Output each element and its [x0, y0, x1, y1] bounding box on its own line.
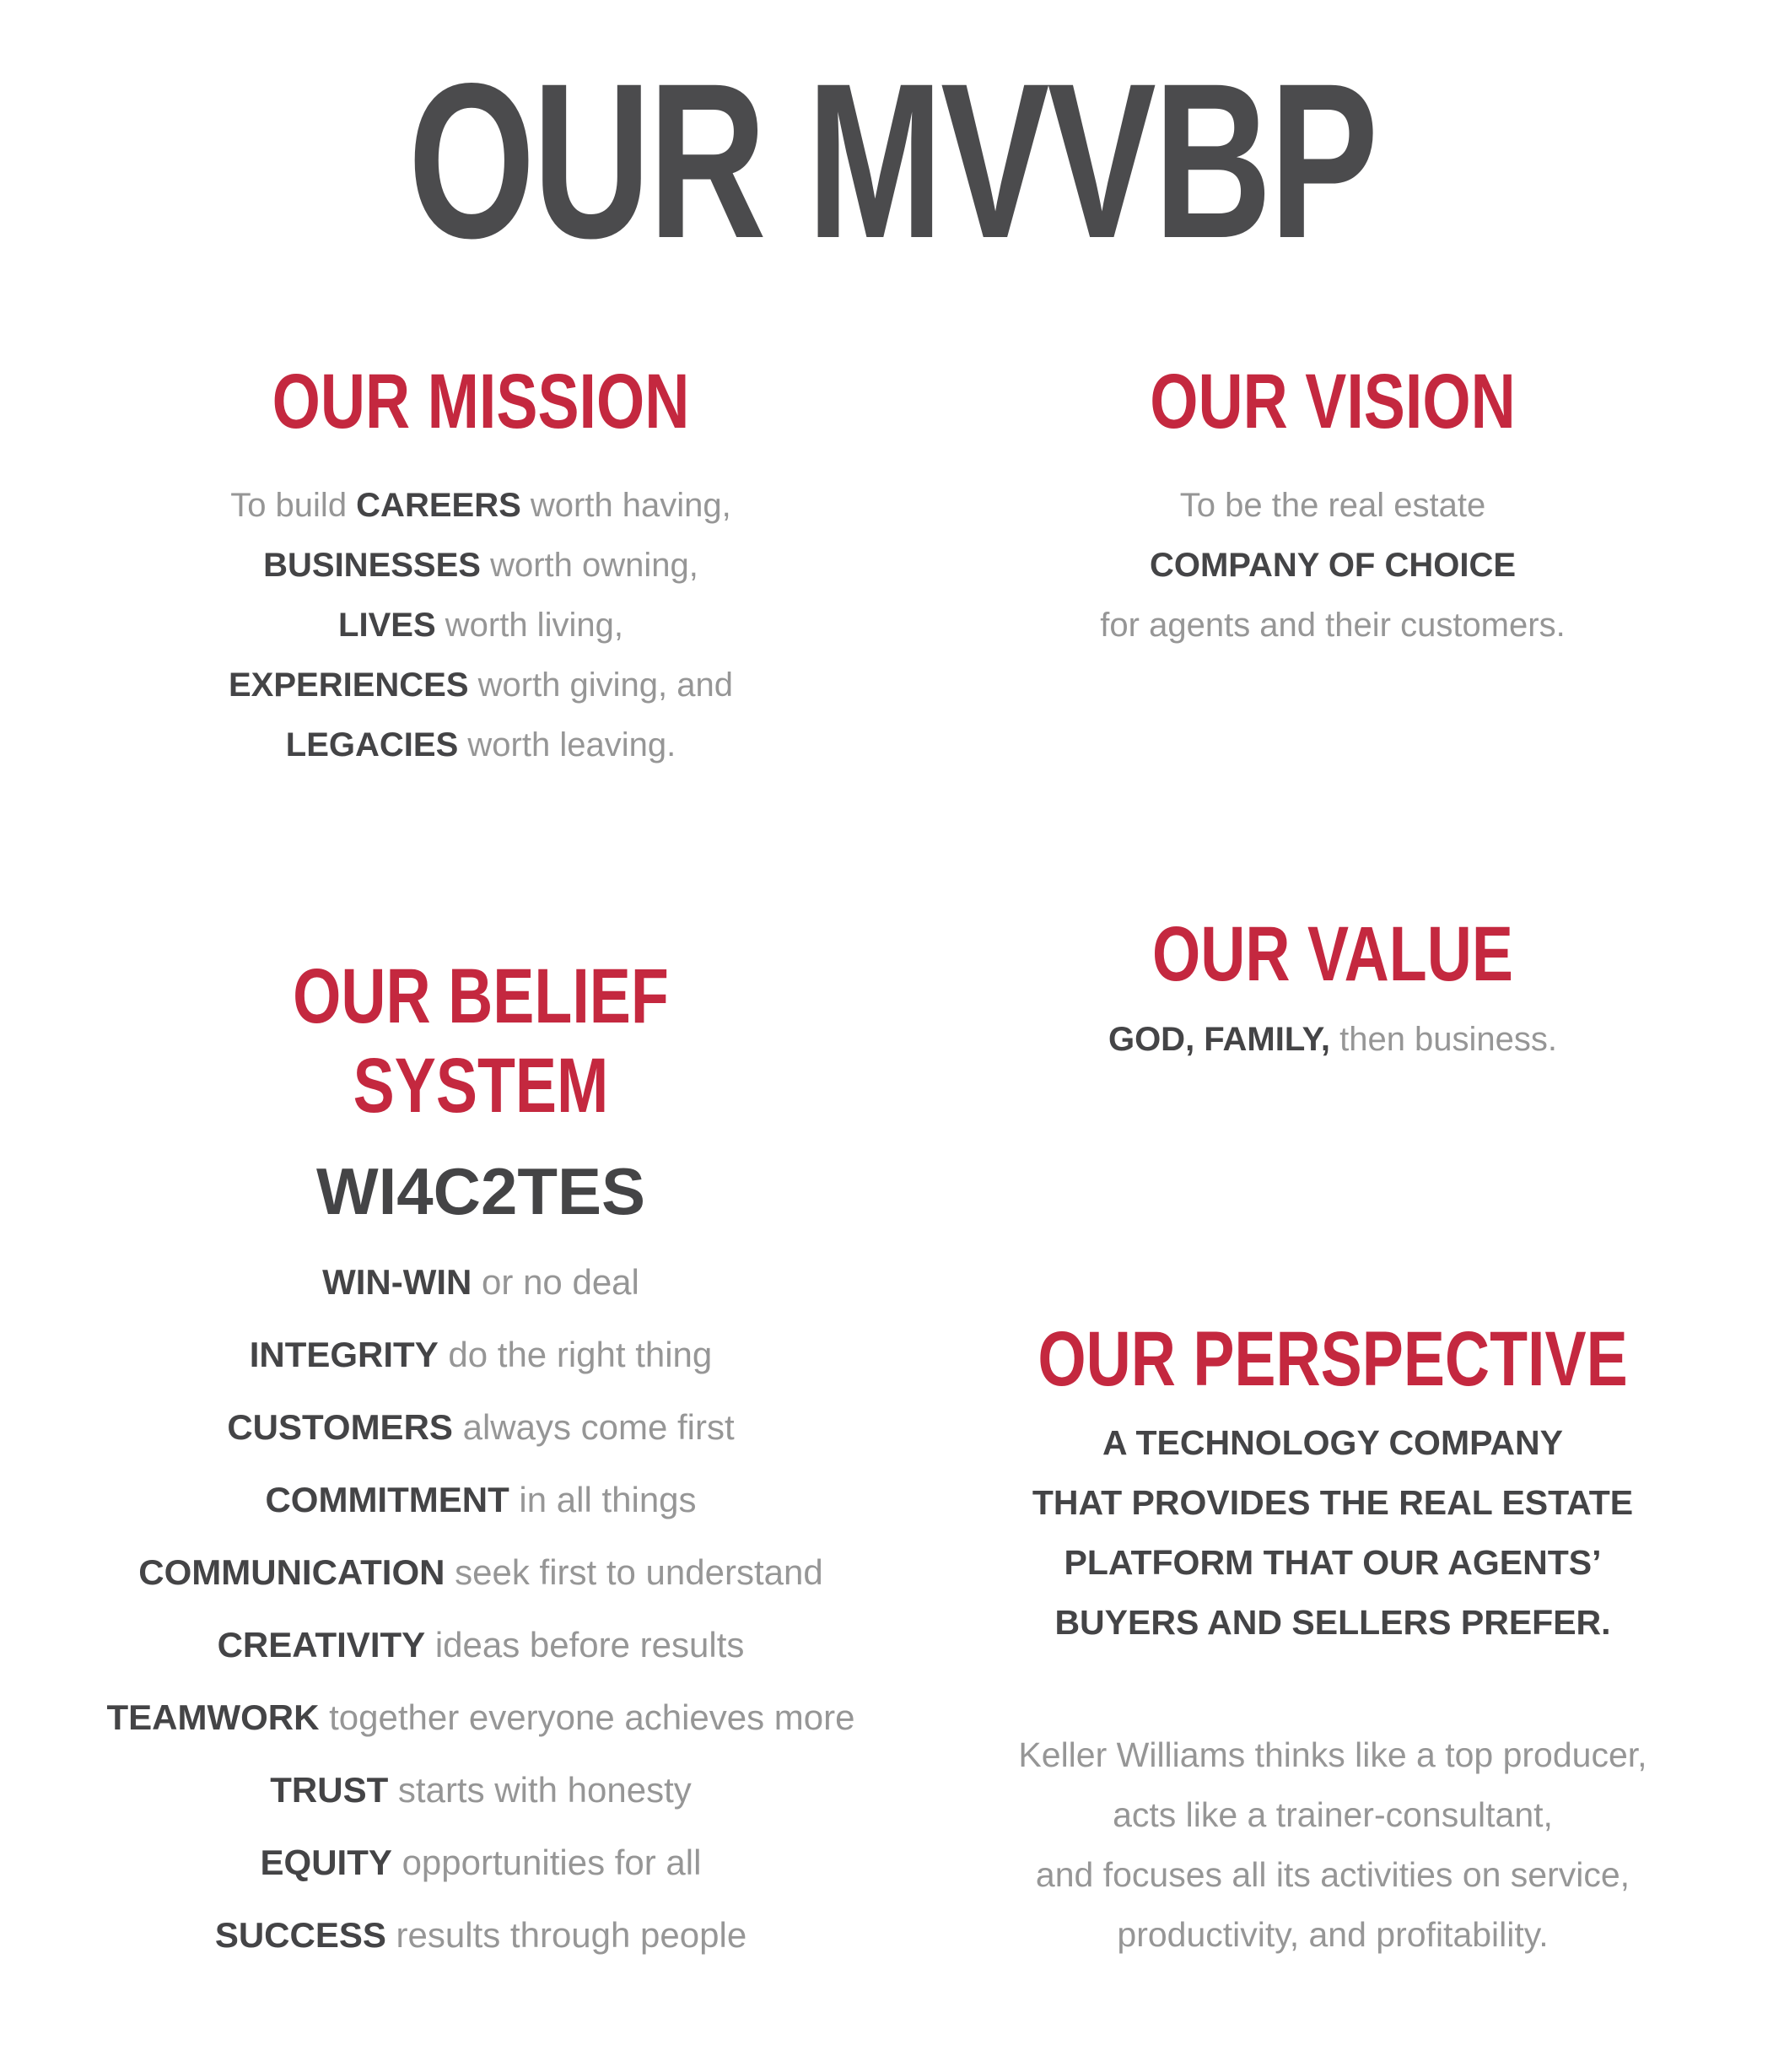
belief-item: WIN-WIN or no deal — [322, 1262, 639, 1302]
belief-item: INTEGRITY do the right thing — [249, 1335, 713, 1374]
belief-list — [51, 1246, 911, 1972]
mission-line: LIVES worth living, — [338, 607, 623, 644]
belief-item: CUSTOMERS always come first — [227, 1407, 735, 1447]
belief-item: COMMUNICATION seek first to understand — [138, 1552, 823, 1592]
value-heading: OUR VALUE — [1152, 911, 1513, 997]
perspective-section — [911, 1316, 1754, 1965]
perspective-body-line: Keller Williams thinks like a top producer, — [1018, 1735, 1647, 1774]
value-section — [911, 911, 1754, 1070]
belief-item: EQUITY opportunities for all — [260, 1843, 702, 1882]
perspective-body — [911, 1725, 1754, 1965]
belief-item: COMMITMENT in all things — [265, 1480, 697, 1519]
value-text: GOD, FAMILY, then business. — [1108, 1021, 1558, 1058]
belief-acronym: WI4C2TES — [315, 1154, 646, 1228]
left-column — [51, 0, 911, 2072]
perspective-body-line: acts like a trainer-consultant, — [1113, 1795, 1553, 1834]
perspective-heading: OUR PERSPECTIVE — [1038, 1316, 1628, 1402]
perspective-statement-line: BUYERS AND SELLERS PREFER. — [1054, 1603, 1611, 1642]
belief-item: TRUST starts with honesty — [270, 1770, 692, 1810]
perspective-body-line: productivity, and profitability. — [1117, 1915, 1549, 1954]
belief-item: SUCCESS results through people — [214, 1915, 747, 1955]
mission-line: LEGACIES worth leaving. — [285, 726, 676, 764]
perspective-body-line: and focuses all its activities on service, — [1035, 1855, 1630, 1894]
mission-line: EXPERIENCES worth giving, and — [228, 666, 734, 704]
mission-section — [51, 359, 911, 775]
page-title: OUR MVVBP — [407, 37, 1377, 284]
mission-line: To build CAREERS worth having, — [230, 487, 731, 524]
perspective-statement — [911, 1413, 1754, 1653]
mission-text — [51, 476, 911, 775]
mission-heading: OUR MISSION — [272, 359, 690, 445]
vision-line: To be the real estate — [1179, 487, 1486, 524]
belief-section — [51, 953, 911, 1972]
perspective-statement-line: A TECHNOLOGY COMPANY — [1102, 1423, 1563, 1462]
vision-section — [911, 359, 1754, 656]
belief-item: CREATIVITY ideas before results — [217, 1625, 745, 1665]
vision-text — [911, 476, 1754, 656]
belief-heading-line2: SYSTEM — [353, 1043, 609, 1129]
vision-line: COMPANY OF CHOICE — [1149, 547, 1517, 584]
belief-item: TEAMWORK together everyone achieves more — [106, 1697, 855, 1737]
vision-line: for agents and their customers. — [1100, 607, 1566, 644]
mission-line: BUSINESSES worth owning, — [263, 547, 698, 584]
vision-heading: OUR VISION — [1150, 359, 1516, 445]
perspective-statement-line: PLATFORM THAT OUR AGENTS’ — [1064, 1543, 1602, 1582]
belief-heading-line1: OUR BELIEF — [293, 953, 669, 1039]
perspective-statement-line: THAT PROVIDES THE REAL ESTATE — [1032, 1483, 1634, 1522]
right-column — [911, 0, 1754, 2072]
